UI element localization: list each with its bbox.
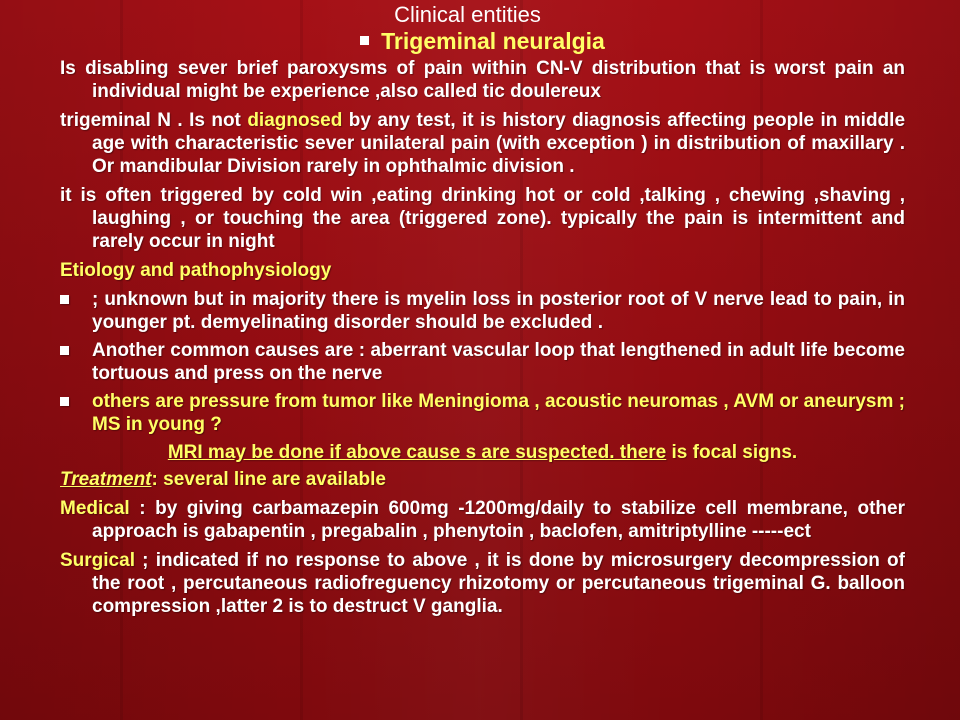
mri-text-is: is — [666, 442, 693, 463]
diagnosis-text-after: by any test, it is history diagnosis affecting people in middle age with characteristic sever unilateral pain (with exception ) in distribution of maxillary . Or mandibular Division rarely in ophthalmic division . — [92, 110, 906, 177]
diagnosed-highlight: diagnosed — [247, 110, 343, 131]
mri-line — [60, 441, 905, 464]
treatment-text: : several line are available — [151, 469, 387, 490]
list-item — [60, 339, 905, 385]
mri-focal-signs: focal signs. — [692, 442, 798, 463]
diagnosis-text-before: trigeminal N . Is not — [60, 110, 248, 131]
surgical-paragraph — [60, 549, 905, 618]
slide-content — [60, 2, 905, 624]
square-bullet-icon — [60, 295, 69, 304]
definition-paragraph: Is disabling sever brief paroxysms of pain within CN-V distribution that is worst pain an individual might be experience ,also called tic doulereux — [60, 58, 905, 102]
square-bullet-icon — [60, 397, 69, 406]
square-bullet-icon — [60, 346, 69, 355]
medical-text: : by giving carbamazepin 600mg -1200mg/daily to stabilize cell membrane, other approach is gabapentin , pregabalin , phenytoin , baclofen, amitriptylline -----ect — [92, 498, 905, 542]
medical-label: Medical — [60, 498, 130, 519]
etiology-list — [60, 288, 905, 436]
treatment-line — [60, 468, 905, 491]
medical-paragraph — [60, 497, 905, 543]
surgical-text: ; indicated if no response to above , it is done by microsurgery decompression of the root , percutaneous radiofreguency rhizotomy or percutaneous trigeminal G. balloon compression ,latter 2 is to destruct V ganglia. — [92, 550, 905, 617]
slide-subtitle-text: Trigeminal neuralgia — [381, 28, 605, 54]
slide-title-text: Clinical entities — [394, 2, 541, 27]
etiology-heading: Etiology and pathophysiology — [60, 260, 332, 281]
square-bullet-icon — [360, 36, 369, 45]
list-item — [60, 288, 905, 334]
surgical-label: Surgical — [60, 550, 135, 571]
list-item-text: ; unknown but in majority there is myelin loss in posterior root of V nerve lead to pain, in younger pt. demyelinating disorder should be excluded . — [92, 289, 905, 333]
list-item-text: Another common causes are : aberrant vascular loop that lengthened in adult life become tortuous and press on the nerve — [92, 340, 905, 384]
slide-title — [30, 2, 905, 28]
triggers-paragraph: it is often triggered by cold win ,eating drinking hot or cold ,talking , chewing ,shaving , laughing , or touching the area (triggered zone). typically the pain is intermittent and rarely occur in night — [60, 185, 905, 252]
list-item — [60, 390, 905, 436]
diagnosis-paragraph — [60, 109, 905, 178]
slide-subtitle — [60, 28, 905, 54]
list-item-text: others are pressure from tumor like Meningioma , acoustic neuromas , AVM or aneurysm ; MS in young ? — [92, 391, 905, 435]
treatment-label: Treatment — [60, 469, 152, 490]
mri-text: MRI may be done if above cause s are suspected. there — [167, 442, 667, 463]
